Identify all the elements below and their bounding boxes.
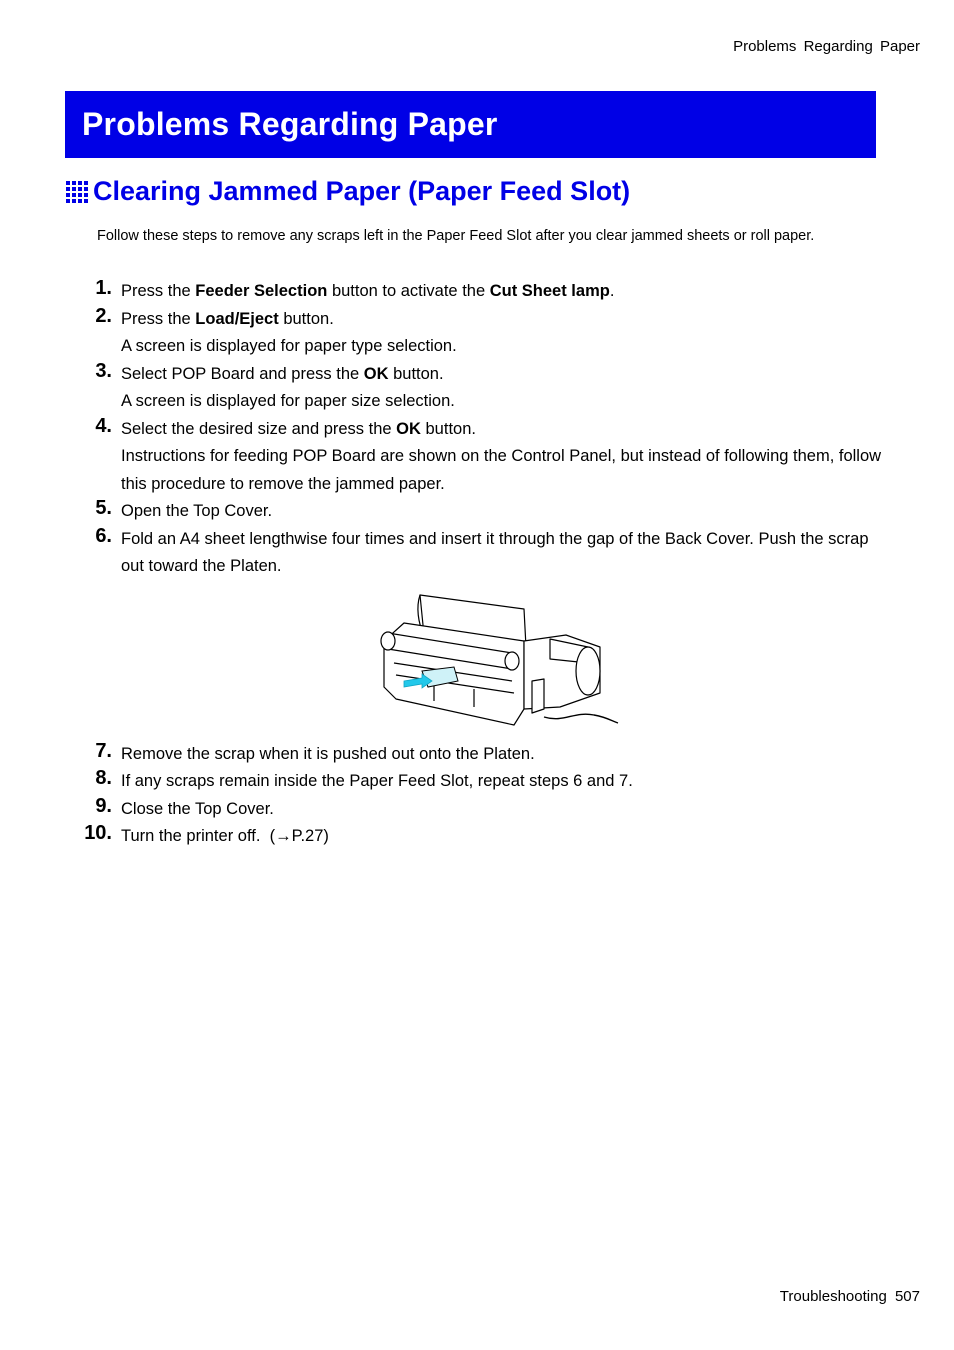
step-text: Remove the scrap when it is pushed out onto the Platen. xyxy=(121,744,535,763)
grid-icon xyxy=(65,180,89,204)
steps-list xyxy=(65,278,895,851)
step-text: . xyxy=(609,282,615,300)
step-text: Close the Top Cover. xyxy=(121,799,274,818)
step-text: button. xyxy=(278,309,334,328)
section-heading xyxy=(65,176,630,207)
step-note: Instructions for feeding POP Board are shown on the Control Panel, but instead of following them, follow this procedure to remove the jammed paper. xyxy=(121,447,882,493)
step-number: 3. xyxy=(95,359,112,382)
step-note: A screen is displayed for paper size selection. xyxy=(121,392,455,410)
step-number: 4. xyxy=(95,414,112,437)
step-3 xyxy=(65,361,895,416)
page-number: 507 xyxy=(894,1288,920,1305)
power-cable xyxy=(544,714,618,723)
step-text: Select the desired size and press the xyxy=(121,419,397,438)
step-number: 8. xyxy=(95,767,112,789)
step-10 xyxy=(65,823,895,851)
step-text: Select POP Board and press the xyxy=(121,364,364,383)
running-header: Problems Regarding Paper xyxy=(733,38,920,55)
step-number: 2. xyxy=(95,304,112,327)
step-5 xyxy=(65,498,895,526)
button-name: Load/Eject xyxy=(195,309,279,328)
button-name: Feeder Selection xyxy=(195,282,328,300)
step-number: 9. xyxy=(95,794,112,817)
page-footer xyxy=(780,1288,920,1305)
step-number: 1. xyxy=(95,277,112,299)
step-text: Open the Top Cover. xyxy=(121,502,273,520)
step-2 xyxy=(65,306,895,361)
step-text: Turn the printer off. xyxy=(121,827,261,845)
step-6 xyxy=(65,526,895,731)
page-title-bar xyxy=(65,91,876,158)
step-8 xyxy=(65,768,895,796)
step-number: 7. xyxy=(95,739,112,762)
printer-illustration xyxy=(374,589,619,731)
page-title: Problems Regarding Paper xyxy=(82,106,498,142)
footer-section: Troubleshooting xyxy=(779,1288,887,1305)
section-title: Clearing Jammed Paper (Paper Feed Slot) xyxy=(93,176,631,206)
intro-text: Follow these steps to remove any scraps left in the Paper Feed Slot after you clear jammed sheets or roll paper. xyxy=(97,228,815,244)
step-9 xyxy=(65,796,895,824)
step-text: button. xyxy=(420,419,476,438)
step-text: button. xyxy=(388,364,444,383)
step-text: button to activate the xyxy=(327,282,490,300)
step-4 xyxy=(65,416,895,499)
step-1 xyxy=(65,278,895,306)
step-text: Press the xyxy=(121,309,196,328)
step-number: 5. xyxy=(95,497,112,519)
step-number: 6. xyxy=(95,524,112,547)
step-text: Fold an A4 sheet lengthwise four times and insert it through the gap of the Back Cover. Push the scrap out toward the Platen. xyxy=(121,529,869,575)
page-reference-link[interactable]: (→P.27) xyxy=(269,827,329,845)
step-text: If any scraps remain inside the Paper Feed Slot, repeat steps 6 and 7. xyxy=(121,772,633,790)
step-note: A screen is displayed for paper type selection. xyxy=(121,337,457,355)
step-7 xyxy=(65,741,895,769)
step-text: Press the xyxy=(121,282,196,300)
lamp-name: Cut Sheet lamp xyxy=(489,282,610,300)
step-number: 10. xyxy=(84,822,112,844)
button-name: OK xyxy=(363,364,389,383)
button-name: OK xyxy=(396,419,421,438)
